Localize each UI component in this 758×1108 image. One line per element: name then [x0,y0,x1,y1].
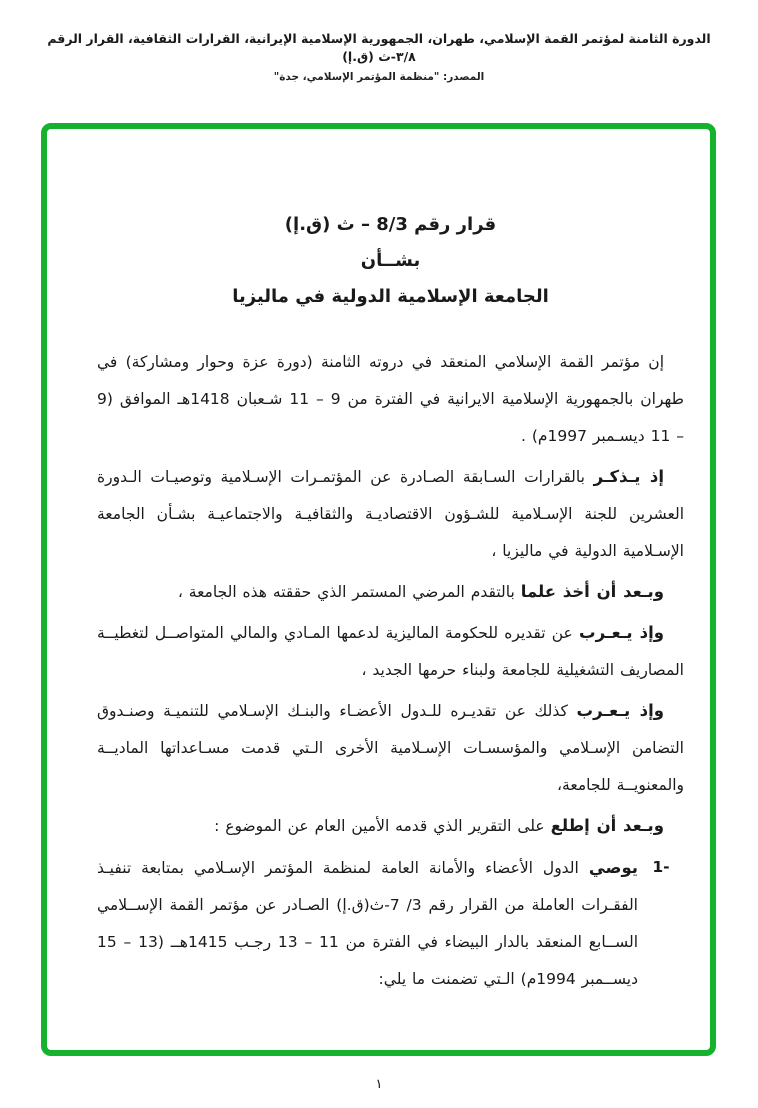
paragraph-recalling [97,458,684,570]
green-frame [41,123,716,1056]
item-text [97,849,638,998]
header-source: المصدر: "منظمة المؤتمر الإسلامي، جدة" [273,71,485,83]
paragraph-expressing-appreciation-2 [97,692,684,804]
paragraph-taking-note [97,573,684,611]
paragraph-text: على التقرير الذي قدمه الأمين العام عن الموضوع : [214,817,545,835]
item-number: 1- [652,858,670,876]
paragraph-preamble [97,343,684,455]
title-subject: الجامعة الإسلامية الدولية في ماليزيا [232,286,549,307]
document-content [47,129,710,998]
page-header [0,30,758,83]
paragraph-expressing-appreciation [97,614,684,689]
paragraph-lead: وإذ يـعـرب [576,701,664,720]
paragraph-text: إن مؤتمر القمة الإسلامي المنعقد في دروته الثامنة (دورة عزة وحوار ومشاركة) في طهران بالجمهورية الإسلامية الايرانية في الفترة من 9 – 11 شـعبان 1418هـ الموافق (9 – 11 ديسـمبر 1997م) . [97,353,684,445]
paragraph-text: كذلك عن تقديـره للـدول الأعضـاء والبنـك الإسـلامي للتنميـة وصنـدوق التضامن الإسـلامي والمؤسسـات الإسـلامية الأخرى الـتي قدمت مسـاعداتها الماديــة والمعنويــة للجامعة، [97,702,684,794]
title-regarding: بشــأن [360,250,421,271]
paragraph-lead: وإذ يـعـرب [578,623,664,642]
paragraph-lead: وبـعد أن أخذ علما [520,582,664,601]
resolution-title [97,207,684,315]
list-item [97,849,684,998]
paragraph-text: بالقرارات السـابقة الصـادرة عن المؤتمـرات الإسـلامية وتوصيـات الـدورة العشرين للجنة الإسـلامية للشـؤون الاقتصاديـة والثقافيـة والاجتماعيـة بشـأن الجامعة الإسـلامية الدولية في ماليزيا ، [97,468,684,560]
paragraph-text: بالتقدم المرضي المستمر الذي حققته هذه الجامعة ، [177,583,515,601]
paragraph-text: عن تقديره للحكومة الماليزية لدعمها المـادي والمالي المتواصــل لتغطيــة المصاريف التشغيلية للجامعة ولبناء حرمها الجديد ، [97,624,684,679]
paragraph-lead: إذ يـذكـر [593,467,665,486]
paragraph-lead: وبـعد أن إطلع [550,816,664,835]
header-citation: الدورة الثامنة لمؤتمر القمة الإسلامي، طهران، الجمهورية الإسلامية الإيرانية، القرارات الثقافية، القرار الرقم ٣/٨-ث (ق.إ) [47,31,711,64]
title-resolution-number: قرار رقم 8/3 – ث (ق.إ) [284,214,497,235]
item-lead: يوصي [588,858,638,877]
item-body: الدول الأعضاء والأمانة العامة لمنظمة المؤتمر الإسـلامي بمتابعة تنفيـذ الفقـرات العاملة من القرار رقم 3/ 7-ث(ق.إ) الصـادر عن مؤتمر القمة الإســلامي الســابع المنعقد بالدار البيضاء في الفترة من 11 – 13 رجـب 1415هــ (13 – 15 ديســمبر 1994م) الـتي تضمنت ما يلي: [97,859,639,988]
page-number: ١ [375,1077,383,1092]
paragraph-having-reviewed [97,807,684,845]
